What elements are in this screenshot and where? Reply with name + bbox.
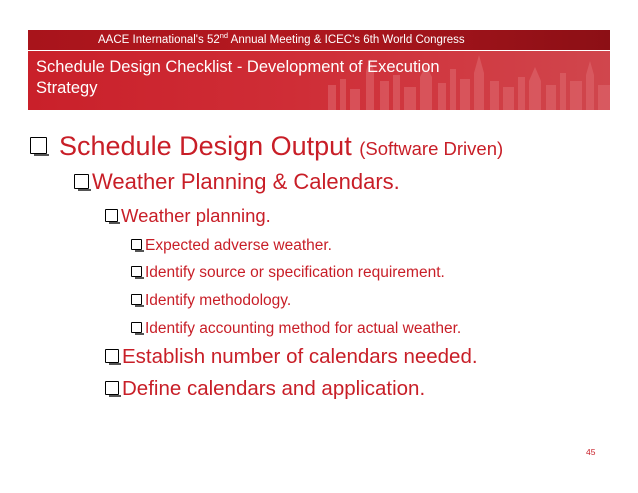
bullet-text: Define calendars and application.: [122, 377, 426, 400]
bullet-weather-planning: [105, 204, 271, 228]
banner-text-suffix: Annual Meeting & ICEC's 6th World Congress: [228, 34, 465, 46]
checkbox-icon: [131, 266, 142, 277]
checkbox-icon: [30, 137, 47, 154]
page-number: 45: [586, 447, 596, 457]
title-block: [28, 51, 610, 110]
bullet-establish-number-of-calendars: [105, 344, 478, 370]
checkbox-icon: [131, 294, 142, 305]
slide-title: [36, 57, 556, 99]
bullet-expected-adverse-weather: [131, 236, 332, 256]
checkbox-icon: [105, 381, 119, 395]
slide-title-line-2: Strategy: [36, 79, 98, 97]
bullet-identify-methodology: [131, 291, 291, 311]
bullet-identify-source: [131, 263, 445, 283]
bullet-weather-planning-calendars: [74, 168, 400, 196]
bullet-schedule-design-output: [30, 130, 503, 165]
conference-banner: [28, 30, 610, 50]
slide-title-line-1: Schedule Design Checklist - Development of Execution: [36, 58, 440, 76]
bullet-text: Expected adverse weather.: [145, 237, 332, 254]
banner-text-prefix: AACE International's 52: [98, 34, 220, 46]
bullet-text: Identify source or specification requirement.: [145, 264, 445, 281]
checkbox-icon: [131, 322, 142, 333]
checkbox-icon: [105, 209, 118, 222]
bullet-text: Identify accounting method for actual weather.: [145, 320, 462, 337]
bullet-text: Identify methodology.: [145, 292, 292, 309]
bullet-subtext: (Software Driven): [359, 138, 504, 159]
checkbox-icon: [105, 349, 119, 363]
bullet-text: Weather Planning & Calendars.: [92, 169, 400, 194]
bullet-text: Weather planning.: [121, 205, 271, 226]
bullet-text: Schedule Design Output: [59, 131, 352, 161]
bullet-define-calendars: [105, 376, 425, 402]
bullet-identify-accounting-method: [131, 319, 461, 339]
checkbox-icon: [131, 239, 142, 250]
checkbox-icon: [74, 174, 89, 189]
banner-superscript: nd: [219, 31, 229, 40]
bullet-text: Establish number of calendars needed.: [122, 345, 478, 368]
